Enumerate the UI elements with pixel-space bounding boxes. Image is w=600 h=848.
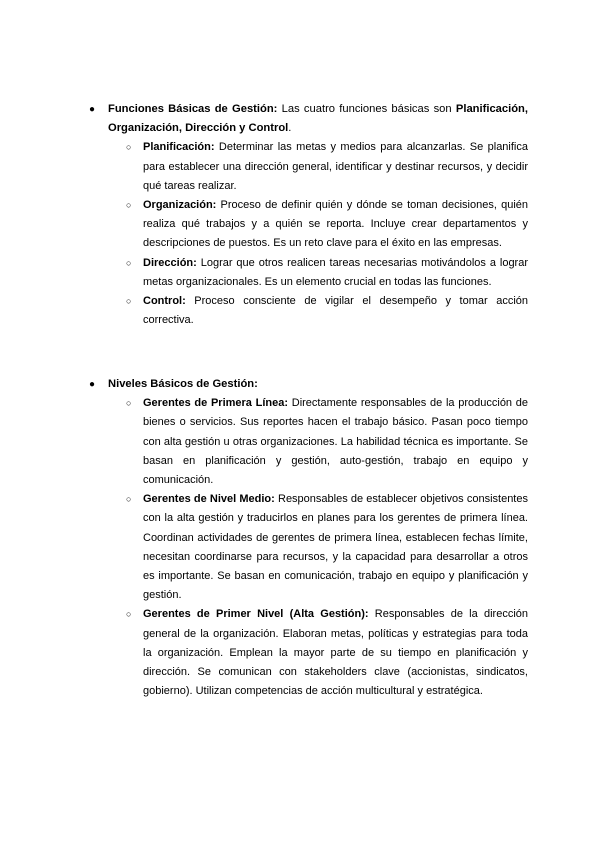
item-term: Gerentes de Primer Nivel (Alta Gestión):: [143, 608, 369, 621]
circle-bullet-icon: ○: [126, 200, 132, 211]
list-item: [125, 254, 528, 292]
list-item: [125, 138, 528, 196]
section-intro: Las cuatro funciones básicas son: [277, 103, 456, 115]
list-item: [125, 394, 528, 490]
list-item: [125, 292, 528, 330]
item-term: Organización:: [143, 199, 217, 212]
item-term: Planificación:: [143, 141, 215, 154]
section-heading: Funciones Básicas de Gestión:: [108, 103, 278, 115]
item-desc: Proceso consciente de vigilar el desempeño y tomar acción correctiva.: [143, 295, 528, 327]
section-niveles: [88, 375, 528, 701]
list-item: [125, 605, 528, 701]
circle-bullet-icon: ○: [126, 257, 132, 268]
section-heading: Niveles Básicos de Gestión:: [108, 378, 258, 390]
item-desc: Directamente responsables de la producción de bienes o servicios. Sus reportes hacen el trabajo básico. Pasan poco tiempo con alta gestión u otras organizaciones. La habilidad técnica es importante. Se basan en planificación y gestión, auto-gestión, trabajo en equipo y comunicación.: [143, 397, 528, 487]
circle-bullet-icon: ○: [126, 142, 132, 153]
list-item: [88, 100, 528, 138]
list-item: [125, 490, 528, 605]
item-desc: Responsables de establecer objetivos consistentes con la alta gestión y traducirlos en planes para los gerentes de primera línea. Coordinan actividades de gerentes de primera línea, establecen fechas límite, necesitan coordinarse para recursos, y la capacidad para desarrollar a otros es importante. Se basan en comunicación, trabajo en equipo y planificación y gestión.: [143, 493, 528, 602]
item-desc: Lograr que otros realicen tareas necesarias motivándolos a lograr metas organizacionales. Es un elemento crucial en todas las funciones.: [143, 256, 528, 288]
section-emphasis: Planificación, Organización, Dirección y Control: [108, 103, 528, 135]
item-term: Gerentes de Primera Línea:: [143, 397, 289, 410]
bullet-icon: ●: [89, 104, 96, 115]
item-desc: Determinar las metas y medios para alcanzarlas. Se planifica para establecer una dirección general, identificar y destinar recursos, y decidir qué tareas realizar.: [143, 141, 528, 192]
item-term: Gerentes de Nivel Medio:: [143, 493, 275, 506]
list-item: [125, 196, 528, 254]
item-desc: Proceso de definir quién y dónde se toman decisiones, quién realiza qué trabajos y a quién se reporta. Incluye crear departamentos y descripciones de puestos. Es un reto clave para el éxito en las empresas.: [143, 199, 528, 250]
item-desc: Responsables de la dirección general de la organización. Elaboran metas, políticas y estrategias para toda la organización. Emplean la mayor parte de su tiempo en planificación y dirección. Se comunican con stakeholders clave (accionistas, sindicatos, gobierno). Utilizan competencias de acción multicultural y estratégica.: [143, 608, 528, 698]
circle-bullet-icon: ○: [126, 609, 132, 620]
sublist: [125, 394, 528, 701]
sublist: [125, 138, 528, 330]
bullet-icon: ●: [89, 379, 96, 390]
section-funciones: [88, 100, 528, 330]
list-item: [88, 375, 528, 394]
circle-bullet-icon: ○: [126, 296, 132, 307]
section-end: .: [288, 122, 292, 135]
circle-bullet-icon: ○: [126, 398, 132, 409]
item-term: Control:: [143, 295, 186, 308]
item-term: Dirección:: [143, 256, 197, 269]
circle-bullet-icon: ○: [126, 494, 132, 505]
